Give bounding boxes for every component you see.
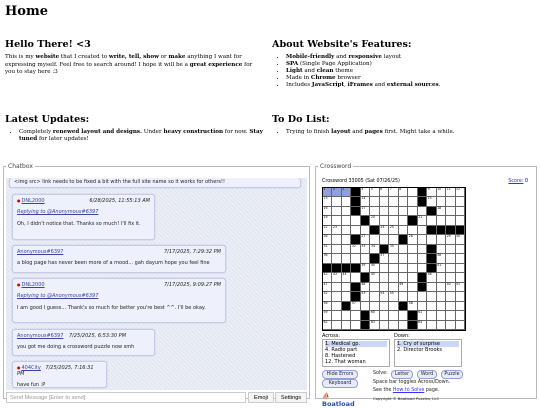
grid-cell[interactable]: 47 [323, 283, 332, 292]
grid-cell[interactable] [351, 273, 360, 282]
crossword-legend: Crossword [320, 163, 352, 170]
grid-cell[interactable]: 22 [323, 226, 332, 235]
grid-cell[interactable] [399, 245, 408, 254]
grid-cell[interactable] [456, 292, 465, 301]
grid-block [351, 283, 360, 292]
grid-block [399, 302, 408, 311]
grid-block [370, 226, 379, 235]
grid-cell[interactable]: 39 [361, 264, 370, 273]
features-section [272, 39, 532, 89]
grid-cell[interactable] [389, 197, 398, 206]
list-item: • Trying to finish layout and pages first. Might take a while. [286, 129, 532, 136]
grid-cell[interactable]: 31 [323, 245, 332, 254]
hide-errors-button[interactable]: Hide Errors [322, 370, 358, 379]
grid-cell[interactable]: 45 [370, 273, 379, 282]
grid-cell[interactable] [446, 302, 455, 311]
grid-cell[interactable] [408, 273, 417, 282]
grid-cell[interactable] [342, 216, 351, 225]
grid-block [427, 245, 436, 254]
grid-cell[interactable] [427, 283, 436, 292]
grid-cell[interactable] [418, 235, 427, 244]
grid-cell[interactable]: 61 [418, 311, 427, 320]
grid-cell[interactable] [342, 245, 351, 254]
boatload-logo: ⛵ Boatload [322, 392, 355, 408]
grid-cell[interactable] [332, 311, 341, 320]
grid-cell[interactable]: 44 [342, 273, 351, 282]
chat-username[interactable]: ● 404City [17, 365, 41, 371]
grid-block [418, 283, 427, 292]
todo-section [272, 114, 532, 136]
grid-cell[interactable]: 42 [323, 273, 332, 282]
settings-button[interactable]: Settings [275, 392, 307, 403]
updates-list [5, 129, 263, 143]
grid-cell[interactable]: 24 [380, 226, 389, 235]
grid-cell[interactable]: 64 [418, 321, 427, 330]
grid-cell[interactable]: 7 [389, 188, 398, 197]
chat-timestamp: 7/17/2025, 7:29:32 PM [163, 249, 221, 255]
grid-cell[interactable]: 38 [437, 254, 446, 263]
grid-cell[interactable] [332, 292, 341, 301]
grid-cell[interactable]: 9 [427, 188, 436, 197]
grid-cell[interactable]: 60 [370, 311, 379, 320]
grid-cell[interactable]: 26 [323, 235, 332, 244]
chat-messages-area[interactable] [6, 178, 307, 390]
updates-heading: Latest Updates: [5, 114, 90, 125]
grid-cell[interactable] [332, 283, 341, 292]
grid-cell[interactable] [456, 245, 465, 254]
grid-block [351, 264, 360, 273]
grid-cell[interactable] [332, 235, 341, 244]
grid-cell[interactable] [389, 254, 398, 263]
grid-cell[interactable] [380, 321, 389, 330]
grid-cell[interactable] [342, 254, 351, 263]
grid-cell[interactable] [342, 207, 351, 216]
chatbox-panel [3, 163, 310, 399]
keyboard-button[interactable]: Keyboard [322, 379, 358, 388]
grid-cell[interactable]: 18 [437, 207, 446, 216]
grid-cell[interactable] [456, 216, 465, 225]
grid-cell[interactable]: 55 [389, 292, 398, 301]
grid-cell[interactable]: 41 [437, 264, 446, 273]
chat-message [12, 361, 107, 388]
grid-cell[interactable]: 43 [332, 273, 341, 282]
grid-cell[interactable] [446, 216, 455, 225]
how-to-solve-text: See the How to Solve page. [373, 388, 440, 393]
chatbox-legend: Chatbox [8, 163, 33, 170]
grid-cell[interactable] [437, 311, 446, 320]
grid-cell[interactable] [437, 302, 446, 311]
chat-message-input[interactable]: Send Message [Enter to send] [6, 392, 246, 403]
grid-cell[interactable] [408, 188, 417, 197]
grid-cell[interactable]: 12 [456, 188, 465, 197]
list-item: • Light and clean theme [286, 68, 532, 75]
grid-block [408, 216, 417, 225]
grid-cell[interactable] [427, 292, 436, 301]
grid-cell[interactable] [418, 254, 427, 263]
across-label: Across: [322, 333, 340, 339]
grid-cell[interactable]: 23 [332, 226, 341, 235]
features-heading: About Website's Features: [272, 39, 412, 50]
grid-block [437, 226, 446, 235]
toggle-hint: Space bar toggles Across/Down. [373, 380, 451, 385]
hello-section [5, 39, 263, 77]
grid-block [351, 188, 360, 197]
updates-section [5, 114, 263, 143]
crossword-title: Crossword 33005 (Sat 07/26/25) [322, 179, 400, 184]
chat-message [12, 194, 155, 240]
todo-list [272, 129, 532, 136]
grid-cell[interactable] [399, 207, 408, 216]
grid-cell[interactable]: 5 [370, 188, 379, 197]
chat-username[interactable]: ● DNL2000 [17, 282, 45, 288]
grid-cell[interactable]: 56 [323, 302, 332, 311]
grid-cell[interactable] [446, 245, 455, 254]
list-item: • Made in Chrome browser [286, 75, 532, 82]
grid-cell[interactable] [332, 302, 341, 311]
grid-cell[interactable] [342, 235, 351, 244]
clue-item[interactable]: 1. Cry of surprise [397, 341, 459, 347]
chat-message-text: you got me doing a crossword puzzle now smh [17, 344, 135, 350]
features-list [272, 54, 532, 89]
grid-cell[interactable] [408, 197, 417, 206]
grid-cell[interactable]: 53 [361, 292, 370, 301]
across-clues-list[interactable] [322, 339, 390, 367]
grid-cell[interactable] [342, 311, 351, 320]
grid-cell[interactable] [332, 254, 341, 263]
grid-cell[interactable] [456, 321, 465, 330]
grid-cell[interactable]: 52 [323, 292, 332, 301]
grid-cell[interactable] [399, 216, 408, 225]
grid-cell[interactable] [418, 292, 427, 301]
grid-cell[interactable]: 2 [332, 188, 341, 197]
grid-cell[interactable] [351, 254, 360, 263]
grid-cell[interactable] [399, 254, 408, 263]
grid-cell[interactable] [427, 311, 436, 320]
grid-cell[interactable] [399, 264, 408, 273]
grid-cell[interactable] [418, 245, 427, 254]
solve-letter-button[interactable]: Letter [391, 370, 413, 379]
grid-cell[interactable] [389, 207, 398, 216]
grid-cell[interactable]: 30 [456, 235, 465, 244]
grid-cell[interactable] [342, 292, 351, 301]
grid-cell[interactable]: 57 [351, 302, 360, 311]
grid-cell[interactable] [446, 292, 455, 301]
grid-block [342, 302, 351, 311]
chat-timestamp: 7/17/2025, 9:09:27 PM [163, 282, 221, 288]
chat-reply-link[interactable]: Replying to @Anonymous#6397 [17, 209, 99, 215]
grid-cell[interactable] [399, 321, 408, 330]
grid-cell[interactable]: 32 [351, 245, 360, 254]
grid-cell[interactable] [342, 226, 351, 235]
grid-cell[interactable]: 51 [456, 283, 465, 292]
chat-timestamp: 7/25/2025, 6:53:30 PM [69, 333, 127, 339]
grid-cell[interactable]: 8 [399, 188, 408, 197]
grid-cell[interactable] [351, 321, 360, 330]
grid-cell[interactable] [427, 216, 436, 225]
grid-cell[interactable]: 25 [389, 226, 398, 235]
grid-cell[interactable] [370, 197, 379, 206]
solve-label: Solve: [373, 371, 388, 376]
grid-block [361, 321, 370, 330]
chat-message-text: <img src> link needs to be fixed a bit with the full site name so it works for others!! [14, 179, 225, 185]
grid-cell[interactable] [456, 311, 465, 320]
grid-cell[interactable] [408, 283, 417, 292]
grid-cell[interactable]: 49 [399, 283, 408, 292]
grid-cell[interactable] [456, 254, 465, 263]
down-clues-list[interactable] [394, 339, 462, 367]
emoji-button[interactable]: Emoji [248, 392, 274, 403]
grid-cell[interactable] [427, 321, 436, 330]
todo-heading: To Do List: [272, 114, 330, 125]
clue-item[interactable]: 8. Hastened [325, 353, 356, 359]
hello-heading: Hello There! <3 [5, 39, 91, 50]
grid-block [427, 207, 436, 216]
grid-cell[interactable] [361, 302, 370, 311]
grid-cell[interactable] [446, 254, 455, 263]
grid-cell[interactable] [389, 273, 398, 282]
grid-cell[interactable] [351, 216, 360, 225]
grid-block [351, 207, 360, 216]
grid-cell[interactable] [389, 321, 398, 330]
grid-block [427, 226, 436, 235]
chat-message-text: have fun :P [17, 382, 46, 388]
grid-cell[interactable]: 59 [323, 311, 332, 320]
grid-block [351, 197, 360, 206]
solve-word-button[interactable]: Word [417, 370, 437, 379]
grid-cell[interactable] [380, 235, 389, 244]
chat-username[interactable]: Anonymous#6397 [17, 249, 64, 255]
how-to-solve-link[interactable]: How to Solve [392, 388, 425, 393]
copyright-text: Copyright © Boatload Puzzles, LLC [373, 396, 440, 401]
grid-cell[interactable] [389, 264, 398, 273]
grid-block [418, 273, 427, 282]
grid-cell[interactable] [437, 321, 446, 330]
grid-cell[interactable]: 21 [418, 216, 427, 225]
grid-cell[interactable] [380, 311, 389, 320]
chat-timestamp: 7/25/2025, 7:16:31 PM [17, 365, 94, 377]
grid-cell[interactable]: 20 [370, 216, 379, 225]
grid-cell[interactable] [408, 254, 417, 263]
crossword-grid[interactable] [322, 187, 466, 331]
grid-cell[interactable]: 35 [389, 245, 398, 254]
grid-cell[interactable] [456, 197, 465, 206]
grid-cell[interactable] [399, 311, 408, 320]
grid-block [427, 254, 436, 263]
grid-cell[interactable] [351, 226, 360, 235]
down-label: Down: [394, 333, 410, 339]
score-value: 0 [524, 179, 528, 184]
chat-message-partial [9, 178, 301, 188]
grid-block [361, 311, 370, 320]
page-title: Home [5, 4, 48, 19]
grid-cell[interactable]: 16 [323, 207, 332, 216]
grid-cell[interactable] [332, 245, 341, 254]
grid-cell[interactable] [437, 283, 446, 292]
grid-cell[interactable] [332, 197, 341, 206]
grid-cell[interactable] [380, 264, 389, 273]
grid-block [408, 311, 417, 320]
grid-cell[interactable]: 29 [446, 235, 455, 244]
grid-cell[interactable] [437, 292, 446, 301]
grid-cell[interactable]: 19 [323, 216, 332, 225]
grid-cell[interactable]: 54 [380, 292, 389, 301]
grid-cell[interactable]: 10 [437, 188, 446, 197]
hello-text: This is my website that I created to write, tell, show or make anything I want for expressing myself. Feel free to search around! I hope it will be a great experience for you to stay here :3 [5, 54, 253, 75]
grid-cell[interactable]: 33 [361, 245, 370, 254]
grid-block [418, 197, 427, 206]
grid-block [418, 188, 427, 197]
grid-cell[interactable]: 40 [370, 264, 379, 273]
grid-cell[interactable] [418, 264, 427, 273]
grid-cell[interactable] [342, 197, 351, 206]
crossword-header [322, 179, 528, 187]
grid-cell[interactable] [380, 302, 389, 311]
grid-block [399, 235, 408, 244]
grid-cell[interactable] [408, 264, 417, 273]
grid-cell[interactable]: 46 [427, 273, 436, 282]
grid-cell[interactable]: 13 [323, 197, 332, 206]
grid-cell[interactable] [408, 207, 417, 216]
list-item: • Completely renewed layout and designs. Under heavy construction for now. Stay tuned for later updates! [19, 129, 263, 143]
grid-cell[interactable]: 36 [323, 254, 332, 263]
grid-cell[interactable]: 4 [361, 188, 370, 197]
grid-cell[interactable] [446, 197, 455, 206]
grid-cell[interactable] [456, 207, 465, 216]
grid-cell[interactable]: 3 [342, 188, 351, 197]
grid-cell[interactable]: 58 [408, 302, 417, 311]
clue-item[interactable]: 12. That woman [325, 359, 366, 365]
list-item: • Mobile-friendly and responsive layout [286, 54, 532, 61]
grid-cell[interactable]: 63 [370, 321, 379, 330]
grid-cell[interactable]: 50 [446, 283, 455, 292]
grid-cell[interactable] [370, 283, 379, 292]
grid-cell[interactable] [446, 321, 455, 330]
grid-cell[interactable] [351, 311, 360, 320]
grid-cell[interactable] [446, 264, 455, 273]
chat-username[interactable]: ● DNL2000 [17, 198, 45, 204]
grid-cell[interactable] [437, 273, 446, 282]
grid-cell[interactable]: 6 [380, 188, 389, 197]
chat-username[interactable]: Anonymous#6397 [17, 333, 64, 339]
grid-cell[interactable] [446, 311, 455, 320]
grid-cell[interactable] [446, 207, 455, 216]
chat-message [12, 245, 226, 273]
chat-message-text: I am good I guess... Thank's so much for better you're best ^^. I'll be okay. [17, 305, 206, 311]
grid-cell[interactable]: 15 [427, 197, 436, 206]
solve-puzzle-button[interactable]: Puzzle [441, 370, 463, 379]
grid-cell[interactable] [370, 292, 379, 301]
list-item: • Includes JavaScript, iFrames and external sources. [286, 82, 532, 89]
grid-cell[interactable] [399, 226, 408, 235]
grid-cell[interactable]: 1 [323, 188, 332, 197]
grid-cell[interactable] [427, 235, 436, 244]
score-label[interactable]: Score: [508, 179, 524, 184]
grid-cell[interactable] [380, 273, 389, 282]
grid-cell[interactable]: 27 [361, 235, 370, 244]
list-item: • SPA (Single Page Application) [286, 61, 532, 68]
grid-block [408, 321, 417, 330]
grid-cell[interactable] [332, 321, 341, 330]
grid-block [361, 216, 370, 225]
grid-cell[interactable] [332, 207, 341, 216]
clue-item[interactable]: 1. Medical gp. [325, 341, 387, 347]
grid-cell[interactable] [427, 302, 436, 311]
grid-cell[interactable]: 28 [408, 235, 417, 244]
chat-message-text: Oh, I didn't notice that. Thanks so much! I'll fix it. [17, 221, 141, 227]
crossword-panel [315, 163, 537, 408]
grid-cell[interactable] [399, 292, 408, 301]
grid-cell[interactable] [418, 226, 427, 235]
grid-cell[interactable] [342, 321, 351, 330]
chat-reply-link[interactable]: Replying to @Anonymous#6397 [17, 293, 99, 299]
grid-cell[interactable]: 62 [323, 321, 332, 330]
grid-cell[interactable]: 48 [361, 283, 370, 292]
crossword-score [508, 179, 528, 184]
chat-message [12, 329, 155, 356]
grid-cell[interactable] [380, 207, 389, 216]
grid-cell[interactable] [456, 264, 465, 273]
grid-cell[interactable] [399, 197, 408, 206]
clue-item[interactable]: 2. Director Brooks [397, 347, 443, 353]
grid-cell[interactable]: 37 [380, 254, 389, 263]
grid-cell[interactable]: 14 [361, 197, 370, 206]
grid-cell[interactable] [342, 283, 351, 292]
grid-cell[interactable] [389, 311, 398, 320]
grid-cell[interactable] [380, 197, 389, 206]
grid-cell[interactable]: 11 [446, 188, 455, 197]
clue-item[interactable]: 4. Radio part [325, 347, 358, 353]
chat-message [12, 278, 226, 323]
grid-cell[interactable]: 17 [361, 207, 370, 216]
grid-cell[interactable] [456, 302, 465, 311]
chat-message-text: a blog page has never been more of a mood... gah dayum hope you feel fine [17, 260, 210, 266]
grid-cell[interactable] [389, 302, 398, 311]
grid-cell[interactable] [408, 245, 417, 254]
chat-timestamp: 6/28/2025, 11:55:13 AM [89, 198, 150, 204]
grid-cell[interactable]: 34 [370, 245, 379, 254]
grid-cell[interactable] [437, 235, 446, 244]
grid-cell[interactable] [437, 216, 446, 225]
